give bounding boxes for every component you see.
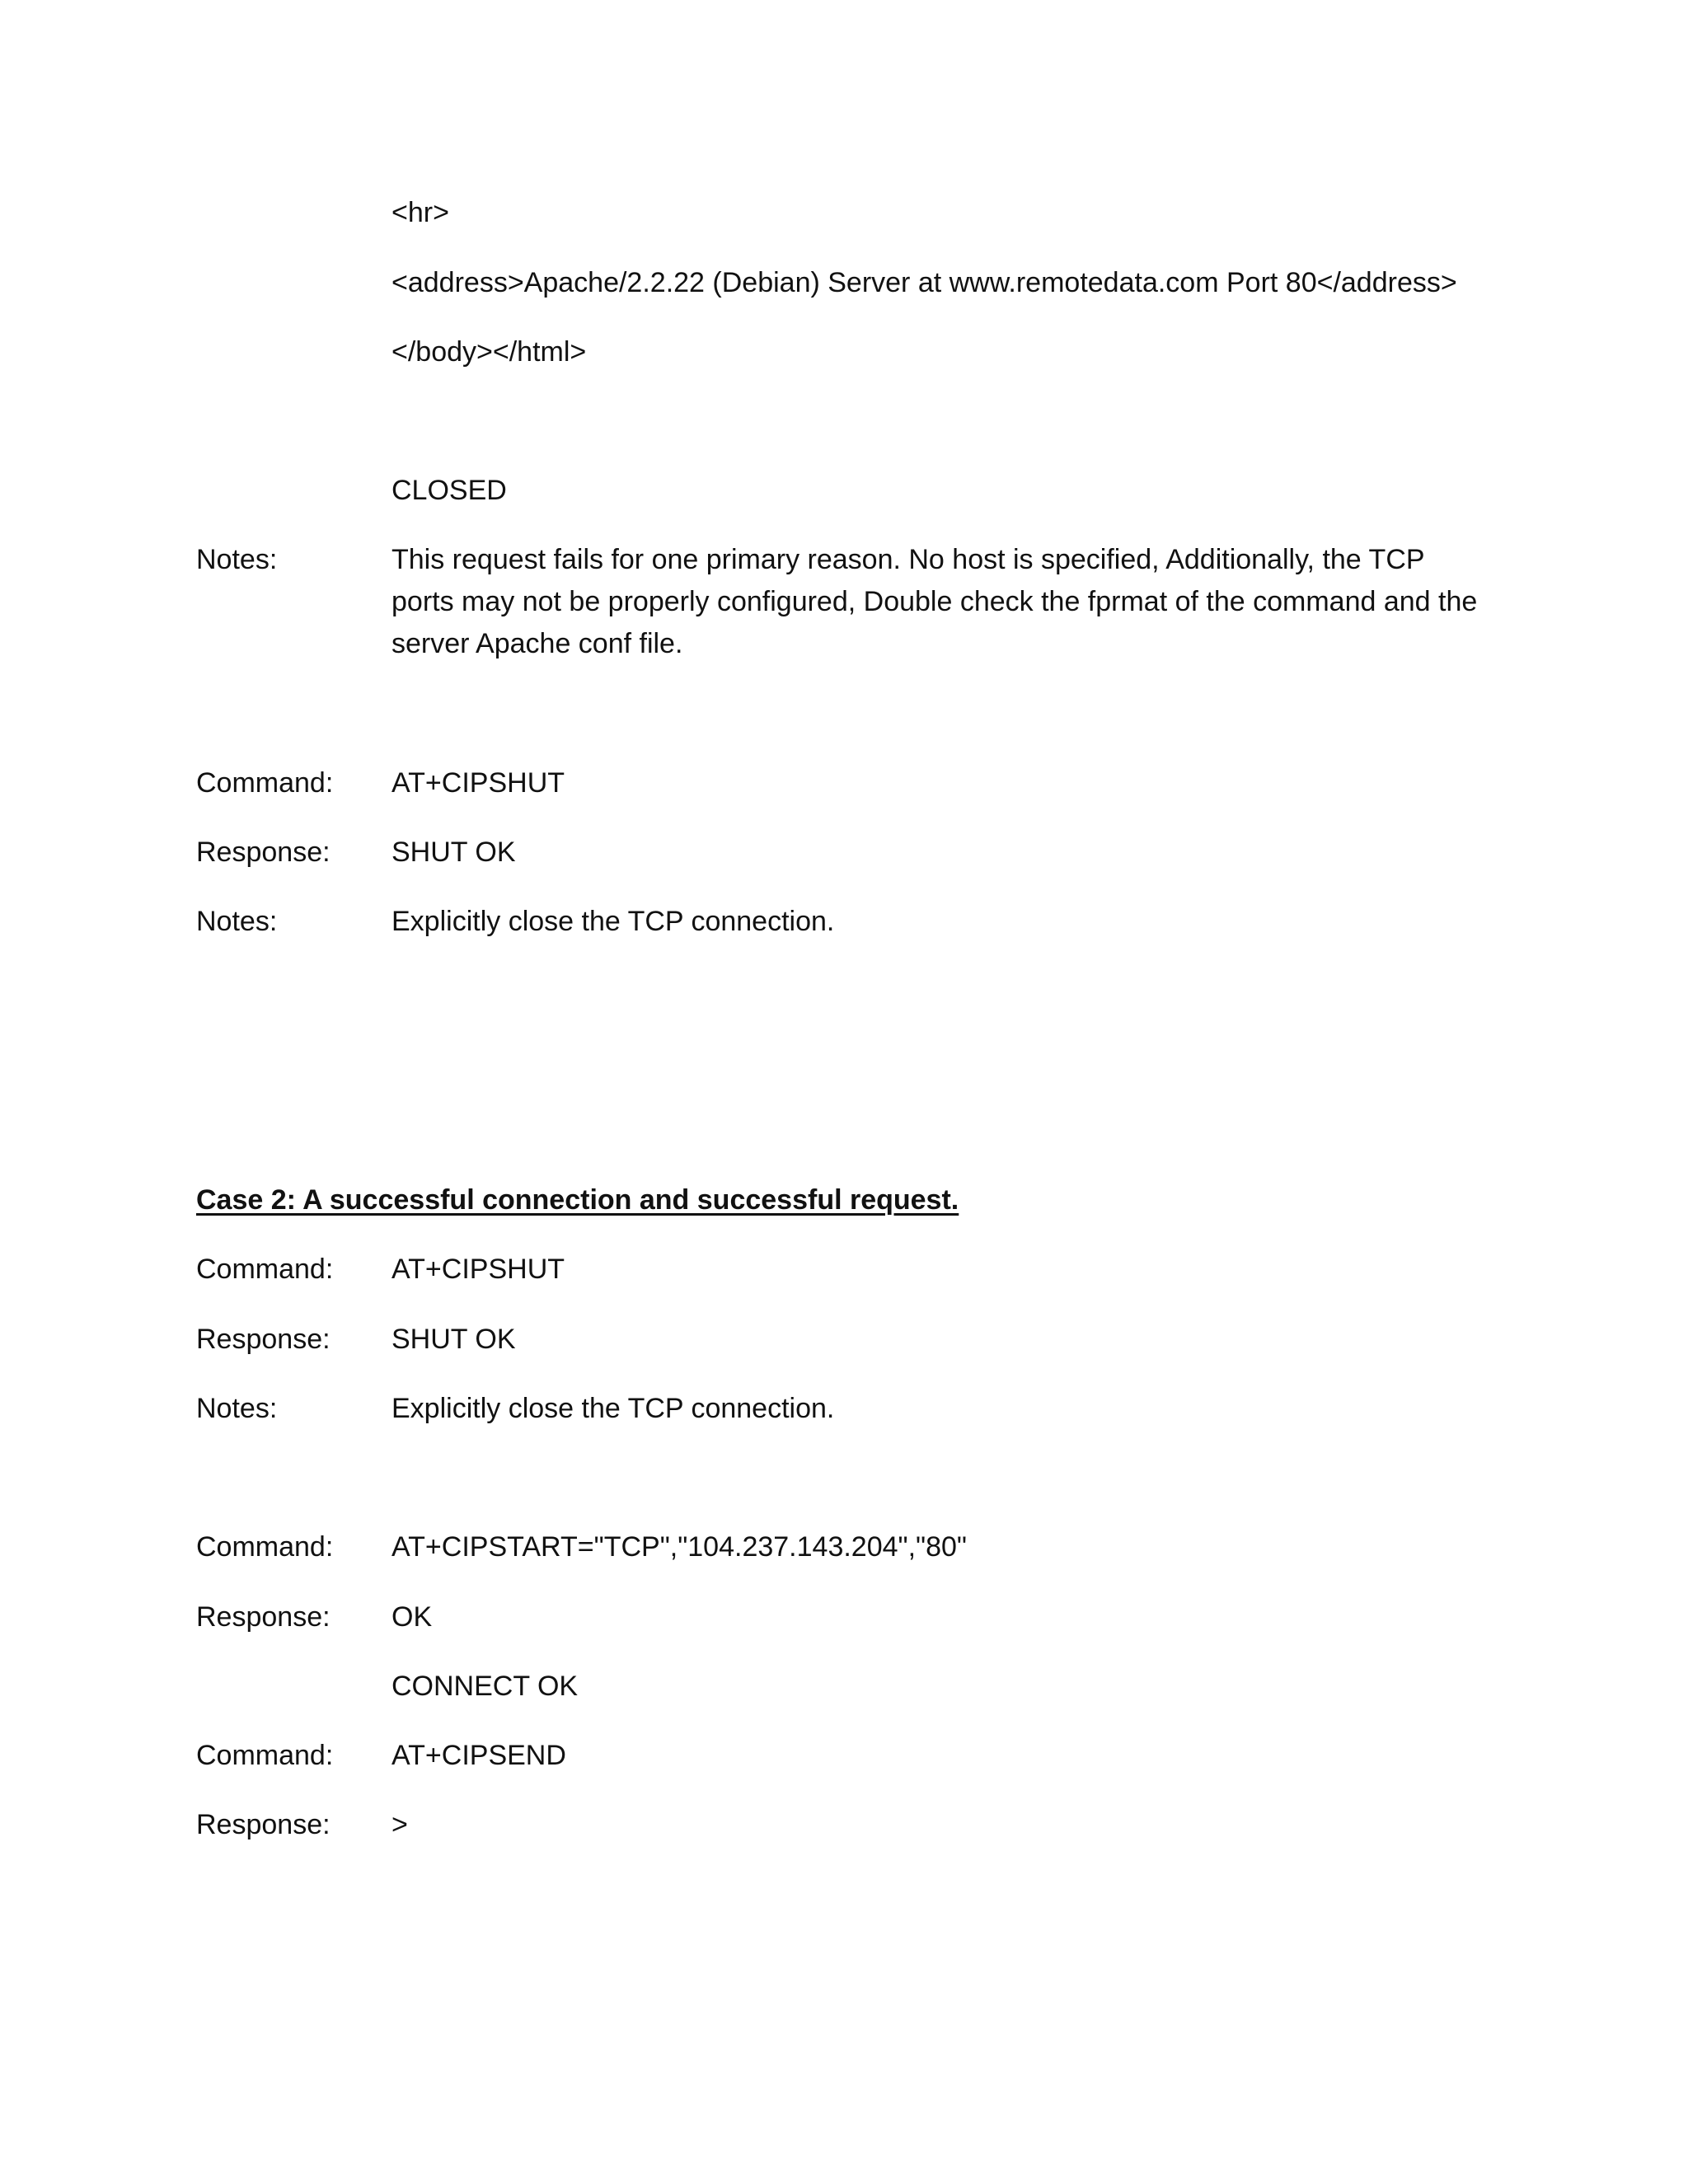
response-value: SHUT OK [392,837,516,868]
command-label: Command: [196,1531,334,1563]
response-value: OK [392,1601,433,1633]
command-label: Command: [196,1740,334,1771]
response-value: > [392,1809,408,1840]
command-label: Command: [196,767,334,799]
response-label: Response: [196,1324,331,1355]
notes-label: Notes: [196,1393,278,1424]
command-value: AT+CIPSTART="TCP","104.237.143.204","80" [392,1531,967,1563]
notes-paragraph: This request fails for one primary reason. No host is specified, Additionally, the TCP ports may not be properly configured, Double check the fprmat of the command and the server Apache conf file. [392,544,1478,659]
response-value: CONNECT OK [392,1671,579,1702]
close-tags-line: </body></html> [392,336,587,368]
address-line: <address>Apache/2.2.22 (Debian) Server at www.remotedata.com Port 80</address> [392,267,1457,298]
notes-value: Explicitly close the TCP connection. [392,906,835,937]
response-label: Response: [196,1809,331,1840]
response-label: Response: [196,837,331,868]
response-label: Response: [196,1601,331,1633]
command-value: AT+CIPSHUT [392,1254,565,1285]
notes-label: Notes: [196,906,278,937]
command-value: AT+CIPSEND [392,1740,566,1771]
notes-value: Explicitly close the TCP connection. [392,1393,835,1424]
command-value: AT+CIPSHUT [392,767,565,799]
command-label: Command: [196,1254,334,1285]
hr-line: <hr> [392,197,449,228]
notes-label: Notes: [196,544,278,575]
section-heading: Case 2: A successful connection and successful request. [196,1184,959,1216]
response-value: SHUT OK [392,1324,516,1355]
closed-status: CLOSED [392,475,507,506]
